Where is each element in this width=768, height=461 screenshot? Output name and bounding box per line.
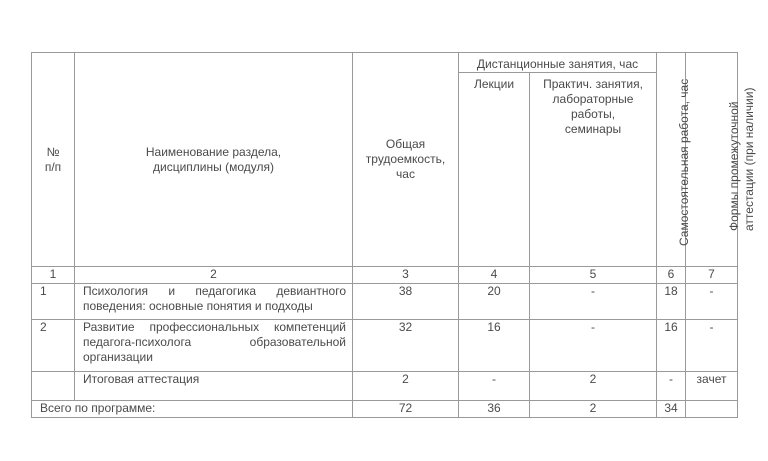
col-number: 6 xyxy=(657,267,686,284)
column-number-row xyxy=(32,267,738,284)
header-forms-line1: Формы промежуточной xyxy=(726,101,741,231)
total-label: Всего по программе: xyxy=(32,401,353,418)
header-name: Наименование раздела, дисциплины (модуля) xyxy=(75,53,353,267)
total-self: 34 xyxy=(657,401,686,418)
header-practical: Практич. занятия, лабораторные работы, семинары xyxy=(530,73,657,267)
row-practical: 2 xyxy=(530,372,657,401)
row-self: 18 xyxy=(657,284,686,320)
row-self: - xyxy=(657,372,686,401)
header-forms-line2: аттестации (при наличии) xyxy=(741,87,756,231)
table-row xyxy=(32,372,738,401)
row-name: Итоговая аттестация xyxy=(75,372,353,401)
total-form xyxy=(686,401,738,418)
col-number: 7 xyxy=(686,267,738,284)
row-form: - xyxy=(686,320,738,372)
col-number: 1 xyxy=(32,267,75,284)
header-lectures: Лекции xyxy=(459,73,530,267)
row-form: - xyxy=(686,284,738,320)
row-total: 38 xyxy=(353,284,459,320)
col-number: 4 xyxy=(459,267,530,284)
total-lectures: 36 xyxy=(459,401,530,418)
row-name: Психология и педагогика девиантного поведения: основные понятия и подходы xyxy=(75,284,353,320)
header-distance: Дистанционные занятия, час xyxy=(459,53,657,73)
row-lectures: 16 xyxy=(459,320,530,372)
row-num: 1 xyxy=(32,284,75,320)
header-self-work-text: Самостоятельная работа, час xyxy=(677,78,692,246)
header-self-work xyxy=(657,53,692,267)
row-total: 32 xyxy=(353,320,459,372)
row-lectures: - xyxy=(459,372,530,401)
total-hours: 72 xyxy=(353,401,459,418)
row-total: 2 xyxy=(353,372,459,401)
col-number: 5 xyxy=(530,267,657,284)
row-form: зачет xyxy=(686,372,738,401)
table-row xyxy=(32,284,738,320)
row-num xyxy=(32,372,75,401)
row-practical: - xyxy=(530,284,657,320)
total-practical: 2 xyxy=(530,401,657,418)
header-num: № п/п xyxy=(32,53,75,267)
row-practical: - xyxy=(530,320,657,372)
row-lectures: 20 xyxy=(459,284,530,320)
col-number: 3 xyxy=(353,267,459,284)
row-self: 16 xyxy=(657,320,686,372)
curriculum-table xyxy=(31,52,756,418)
table-row xyxy=(32,320,738,372)
header-total: Общая трудоемкость, час xyxy=(353,53,459,267)
row-name: Развитие профессиональных компетенций педагога-психолога образовательной организации xyxy=(75,320,353,372)
col-number: 2 xyxy=(75,267,353,284)
header-forms xyxy=(686,53,756,267)
total-row xyxy=(32,401,738,418)
row-num: 2 xyxy=(32,320,75,372)
